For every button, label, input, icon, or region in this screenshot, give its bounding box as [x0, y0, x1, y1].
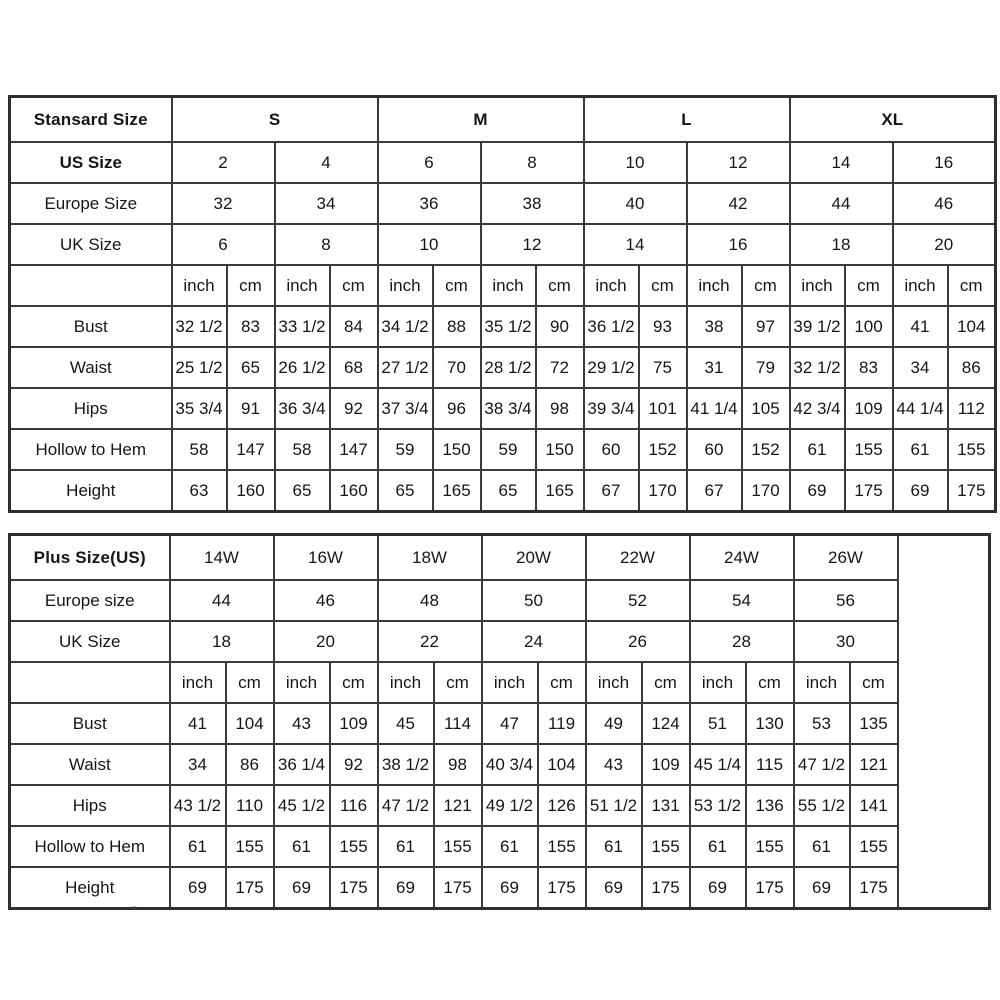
size-cell: 18: [170, 621, 274, 662]
measure-cell: 61: [482, 826, 538, 867]
measure-cell: 115: [746, 744, 794, 785]
units-cell: inch: [586, 662, 642, 703]
size-cell: 10: [584, 142, 687, 183]
measure-cell: 90: [536, 306, 584, 347]
measure-cell: 170: [742, 470, 790, 512]
size-cell: 12: [481, 224, 584, 265]
measure-cell: 110: [226, 785, 274, 826]
measure-cell: 83: [227, 306, 275, 347]
measure-cell: 34: [170, 744, 226, 785]
measure-cell: 83: [845, 347, 893, 388]
size-cell: 16: [687, 224, 790, 265]
measure-cell: 28 1/2: [481, 347, 536, 388]
size-cell: 12: [687, 142, 790, 183]
size-cell: 36: [378, 183, 481, 224]
units-cell: inch: [482, 662, 538, 703]
measure-cell: 88: [433, 306, 481, 347]
measure-cell: 112: [948, 388, 996, 429]
units-cell: cm: [742, 265, 790, 306]
measure-cell: 47 1/2: [794, 744, 850, 785]
measure-cell: 26 1/2: [275, 347, 330, 388]
size-cell: 24: [482, 621, 586, 662]
row-label-europe-size: Europe size: [10, 580, 170, 621]
measure-cell: 36 3/4: [275, 388, 330, 429]
measure-cell: 63: [172, 470, 227, 512]
size-cell: 52: [586, 580, 690, 621]
row-label-height: Height: [10, 867, 170, 909]
units-cell: cm: [536, 265, 584, 306]
measure-cell: 72: [536, 347, 584, 388]
measure-cell: 45 1/2: [274, 785, 330, 826]
units-cell: inch: [275, 265, 330, 306]
measure-cell: 60: [584, 429, 639, 470]
size-cell: 56: [794, 580, 898, 621]
measure-cell: 45: [378, 703, 434, 744]
measure-cell: 67: [687, 470, 742, 512]
measure-cell: 38 3/4: [481, 388, 536, 429]
measure-cell: 53: [794, 703, 850, 744]
measure-cell: 155: [948, 429, 996, 470]
measure-cell: 25 1/2: [172, 347, 227, 388]
size-cell: 44: [790, 183, 893, 224]
row-label-hollow-to-hem: Hollow to Hem: [10, 826, 170, 867]
measure-cell: 61: [586, 826, 642, 867]
measure-cell: 61: [690, 826, 746, 867]
units-cell: inch: [584, 265, 639, 306]
size-cell: 34: [275, 183, 378, 224]
size-cell: 44: [170, 580, 274, 621]
measure-cell: 51: [690, 703, 746, 744]
measure-cell: 34 1/2: [378, 306, 433, 347]
measure-cell: 105: [742, 388, 790, 429]
measure-cell: 121: [434, 785, 482, 826]
units-cell: cm: [845, 265, 893, 306]
measure-cell: 101: [639, 388, 687, 429]
measure-cell: 69: [274, 867, 330, 909]
header-cell: 22W: [586, 535, 690, 581]
measure-cell: 91: [227, 388, 275, 429]
size-cell: 20: [274, 621, 378, 662]
measure-cell: 147: [330, 429, 378, 470]
measure-cell: 44 1/4: [893, 388, 948, 429]
row-label-plus-size-us: Plus Size(US): [10, 535, 170, 581]
measure-cell: 59: [378, 429, 433, 470]
measure-cell: 35 3/4: [172, 388, 227, 429]
measure-cell: 131: [642, 785, 690, 826]
measure-cell: 104: [948, 306, 996, 347]
measure-cell: 39 3/4: [584, 388, 639, 429]
empty-column: [898, 535, 990, 909]
measure-cell: 49 1/2: [482, 785, 538, 826]
units-cell: cm: [226, 662, 274, 703]
units-cell: cm: [434, 662, 482, 703]
measure-cell: 27 1/2: [378, 347, 433, 388]
row-label-waist: Waist: [10, 347, 172, 388]
measure-cell: 84: [330, 306, 378, 347]
units-cell: inch: [790, 265, 845, 306]
size-cell: 6: [172, 224, 275, 265]
units-cell: inch: [481, 265, 536, 306]
size-cell: 42: [687, 183, 790, 224]
measure-cell: 40 3/4: [482, 744, 538, 785]
units-cell: inch: [274, 662, 330, 703]
measure-cell: 93: [639, 306, 687, 347]
units-cell: cm: [433, 265, 481, 306]
measure-cell: 61: [274, 826, 330, 867]
row-label-hips: Hips: [10, 388, 172, 429]
measure-cell: 58: [275, 429, 330, 470]
measure-cell: 152: [639, 429, 687, 470]
measure-cell: 38: [687, 306, 742, 347]
measure-cell: 109: [330, 703, 378, 744]
size-cell: 38: [481, 183, 584, 224]
size-cell: 32: [172, 183, 275, 224]
measure-cell: 92: [330, 388, 378, 429]
measure-cell: 36 1/2: [584, 306, 639, 347]
measure-cell: 69: [378, 867, 434, 909]
measure-cell: 175: [434, 867, 482, 909]
size-cell: 8: [275, 224, 378, 265]
measure-cell: 41: [170, 703, 226, 744]
measure-cell: 175: [746, 867, 794, 909]
size-cell: 28: [690, 621, 794, 662]
measure-cell: 86: [948, 347, 996, 388]
size-cell: 46: [893, 183, 996, 224]
measure-cell: 51 1/2: [586, 785, 642, 826]
measure-cell: 65: [227, 347, 275, 388]
measure-cell: 175: [948, 470, 996, 512]
measure-cell: 147: [227, 429, 275, 470]
measure-cell: 104: [226, 703, 274, 744]
measure-cell: 65: [481, 470, 536, 512]
measure-cell: 41: [893, 306, 948, 347]
measure-cell: 98: [536, 388, 584, 429]
measure-cell: 39 1/2: [790, 306, 845, 347]
units-cell: cm: [227, 265, 275, 306]
standard-size-table: [8, 95, 997, 513]
size-cell: 14: [790, 142, 893, 183]
row-label-hips: Hips: [10, 785, 170, 826]
measure-cell: 43: [274, 703, 330, 744]
measure-cell: 96: [433, 388, 481, 429]
header-cell: M: [378, 97, 584, 143]
measure-cell: 116: [330, 785, 378, 826]
measure-cell: 69: [170, 867, 226, 909]
measure-cell: 141: [850, 785, 898, 826]
measure-cell: 92: [330, 744, 378, 785]
measure-cell: 155: [642, 826, 690, 867]
row-label-bust: Bust: [10, 306, 172, 347]
size-cell: 48: [378, 580, 482, 621]
measure-cell: 175: [226, 867, 274, 909]
measure-cell: 119: [538, 703, 586, 744]
measure-cell: 69: [586, 867, 642, 909]
measure-cell: 38 1/2: [378, 744, 434, 785]
row-label-units: [10, 265, 172, 306]
measure-cell: 58: [172, 429, 227, 470]
measure-cell: 55 1/2: [794, 785, 850, 826]
measure-cell: 136: [746, 785, 794, 826]
row-label-us-size: US Size: [10, 142, 172, 183]
measure-cell: 68: [330, 347, 378, 388]
measure-cell: 43: [586, 744, 642, 785]
measure-cell: 49: [586, 703, 642, 744]
size-cell: 22: [378, 621, 482, 662]
measure-cell: 155: [226, 826, 274, 867]
measure-cell: 104: [538, 744, 586, 785]
measure-cell: 29 1/2: [584, 347, 639, 388]
units-cell: cm: [948, 265, 996, 306]
measure-cell: 69: [794, 867, 850, 909]
measure-cell: 155: [434, 826, 482, 867]
units-cell: inch: [170, 662, 226, 703]
measure-cell: 69: [482, 867, 538, 909]
measure-cell: 160: [227, 470, 275, 512]
measure-cell: 75: [639, 347, 687, 388]
size-cell: 20: [893, 224, 996, 265]
measure-cell: 175: [538, 867, 586, 909]
header-cell: XL: [790, 97, 996, 143]
measure-cell: 69: [690, 867, 746, 909]
measure-cell: 31: [687, 347, 742, 388]
measure-cell: 42 3/4: [790, 388, 845, 429]
units-cell: inch: [378, 265, 433, 306]
measure-cell: 37 3/4: [378, 388, 433, 429]
measure-cell: 69: [790, 470, 845, 512]
header-cell: S: [172, 97, 378, 143]
size-cell: 4: [275, 142, 378, 183]
size-cell: 18: [790, 224, 893, 265]
measure-cell: 155: [850, 826, 898, 867]
measure-cell: 97: [742, 306, 790, 347]
row-label-europe-size: Europe Size: [10, 183, 172, 224]
measure-cell: 69: [893, 470, 948, 512]
measure-cell: 32 1/2: [790, 347, 845, 388]
units-cell: cm: [642, 662, 690, 703]
measure-cell: 33 1/2: [275, 306, 330, 347]
row-label-waist: Waist: [10, 744, 170, 785]
measure-cell: 65: [275, 470, 330, 512]
size-cell: 2: [172, 142, 275, 183]
measure-cell: 124: [642, 703, 690, 744]
measure-cell: 53 1/2: [690, 785, 746, 826]
measure-cell: 60: [687, 429, 742, 470]
units-cell: inch: [378, 662, 434, 703]
measure-cell: 152: [742, 429, 790, 470]
measure-cell: 35 1/2: [481, 306, 536, 347]
units-cell: inch: [794, 662, 850, 703]
measure-cell: 155: [845, 429, 893, 470]
row-label-uk-size: UK Size: [10, 621, 170, 662]
measure-cell: 98: [434, 744, 482, 785]
header-cell: 18W: [378, 535, 482, 581]
size-cell: 26: [586, 621, 690, 662]
row-label-height: Height: [10, 470, 172, 512]
measure-cell: 34: [893, 347, 948, 388]
size-cell: 50: [482, 580, 586, 621]
measure-cell: 61: [790, 429, 845, 470]
units-cell: inch: [893, 265, 948, 306]
measure-cell: 100: [845, 306, 893, 347]
header-cell: 24W: [690, 535, 794, 581]
measure-cell: 70: [433, 347, 481, 388]
measure-cell: 160: [330, 470, 378, 512]
measure-cell: 126: [538, 785, 586, 826]
units-cell: cm: [538, 662, 586, 703]
measure-cell: 109: [845, 388, 893, 429]
measure-cell: 45 1/4: [690, 744, 746, 785]
row-label-uk-size: UK Size: [10, 224, 172, 265]
measure-cell: 150: [536, 429, 584, 470]
size-cell: 16: [893, 142, 996, 183]
size-cell: 14: [584, 224, 687, 265]
measure-cell: 121: [850, 744, 898, 785]
measure-cell: 41 1/4: [687, 388, 742, 429]
measure-cell: 59: [481, 429, 536, 470]
measure-cell: 61: [170, 826, 226, 867]
measure-cell: 86: [226, 744, 274, 785]
measure-cell: 61: [794, 826, 850, 867]
measure-cell: 65: [378, 470, 433, 512]
measure-cell: 79: [742, 347, 790, 388]
measure-cell: 47 1/2: [378, 785, 434, 826]
header-cell: 26W: [794, 535, 898, 581]
units-cell: inch: [172, 265, 227, 306]
size-cell: 6: [378, 142, 481, 183]
measure-cell: 150: [433, 429, 481, 470]
size-cell: 10: [378, 224, 481, 265]
size-cell: 54: [690, 580, 794, 621]
size-cell: 8: [481, 142, 584, 183]
measure-cell: 109: [642, 744, 690, 785]
size-cell: 46: [274, 580, 378, 621]
measure-cell: 135: [850, 703, 898, 744]
measure-cell: 67: [584, 470, 639, 512]
units-cell: cm: [639, 265, 687, 306]
units-cell: cm: [330, 662, 378, 703]
measure-cell: 32 1/2: [172, 306, 227, 347]
measure-cell: 165: [433, 470, 481, 512]
measure-cell: 155: [746, 826, 794, 867]
measure-cell: 130: [746, 703, 794, 744]
measure-cell: 165: [536, 470, 584, 512]
measure-cell: 114: [434, 703, 482, 744]
row-label-stansard-size: Stansard Size: [10, 97, 172, 143]
measure-cell: 61: [893, 429, 948, 470]
size-cell: 30: [794, 621, 898, 662]
measure-cell: 170: [639, 470, 687, 512]
units-cell: inch: [687, 265, 742, 306]
row-label-units: [10, 662, 170, 703]
measure-cell: 43 1/2: [170, 785, 226, 826]
units-cell: cm: [850, 662, 898, 703]
stray-mark: [131, 906, 137, 909]
header-cell: 16W: [274, 535, 378, 581]
measure-cell: 175: [850, 867, 898, 909]
measure-cell: 36 1/4: [274, 744, 330, 785]
header-cell: 14W: [170, 535, 274, 581]
measure-cell: 175: [845, 470, 893, 512]
row-label-hollow-to-hem: Hollow to Hem: [10, 429, 172, 470]
measure-cell: 61: [378, 826, 434, 867]
units-cell: cm: [330, 265, 378, 306]
measure-cell: 175: [642, 867, 690, 909]
units-cell: cm: [746, 662, 794, 703]
plus-size-table: [8, 533, 991, 910]
measure-cell: 155: [538, 826, 586, 867]
row-label-bust: Bust: [10, 703, 170, 744]
measure-cell: 175: [330, 867, 378, 909]
units-cell: inch: [690, 662, 746, 703]
header-cell: 20W: [482, 535, 586, 581]
size-cell: 40: [584, 183, 687, 224]
measure-cell: 47: [482, 703, 538, 744]
header-cell: L: [584, 97, 790, 143]
measure-cell: 155: [330, 826, 378, 867]
